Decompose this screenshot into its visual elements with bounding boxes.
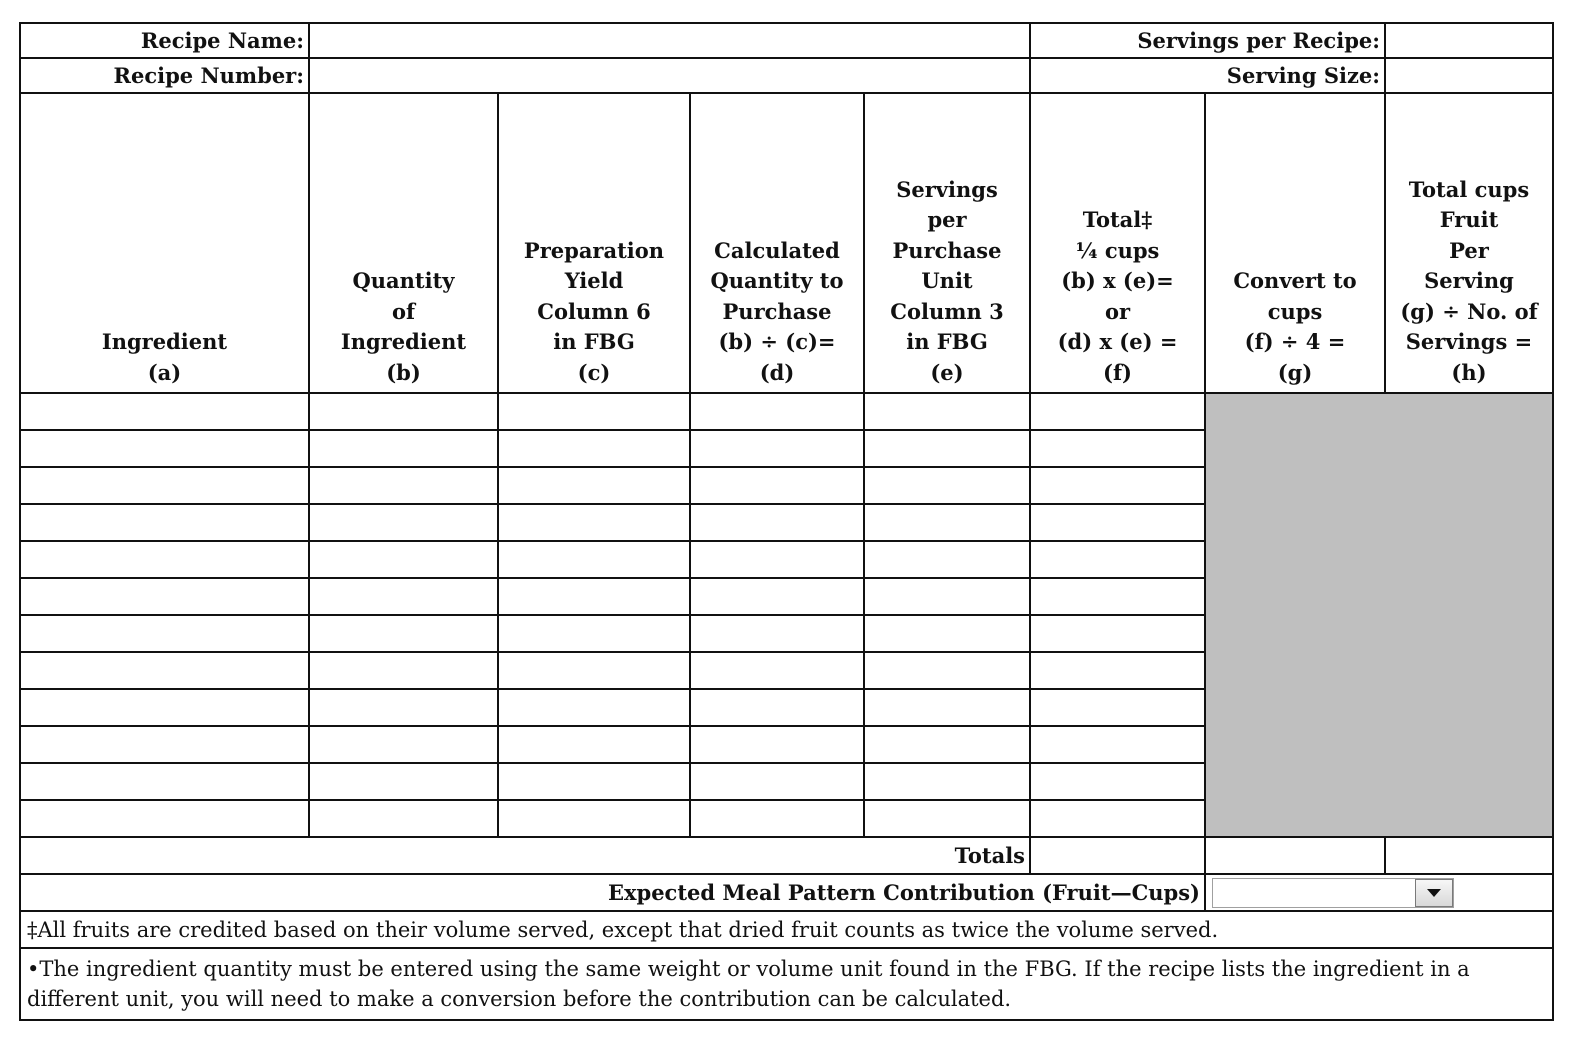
column-header-convert-to-cups	[1205, 93, 1385, 393]
column-header-line: Ingredient	[101, 329, 228, 354]
entry-cell-preparation-yield[interactable]	[498, 578, 690, 615]
entry-cell-quantity[interactable]	[309, 578, 498, 615]
chevron-down-icon	[1427, 889, 1441, 897]
entry-cell-calculated-quantity[interactable]	[690, 615, 864, 652]
entry-cell-calculated-quantity[interactable]	[690, 430, 864, 467]
entry-cell-total-quarter-cups[interactable]	[1030, 652, 1205, 689]
totals-label: Totals	[20, 837, 1030, 874]
column-header-line: Ingredient	[340, 329, 467, 354]
entry-cell-preparation-yield[interactable]	[498, 541, 690, 578]
column-header-line: (d) x (e) =	[1057, 329, 1178, 354]
column-header-line: (f)	[1103, 359, 1132, 385]
column-header-line: (a)	[147, 359, 182, 385]
entry-cell-preparation-yield[interactable]	[498, 467, 690, 504]
entry-cell-calculated-quantity[interactable]	[690, 800, 864, 837]
entry-cell-servings-per-unit[interactable]	[864, 763, 1030, 800]
entry-cell-quantity[interactable]	[309, 689, 498, 726]
entry-cell-total-quarter-cups[interactable]	[1030, 393, 1205, 430]
table-row	[20, 393, 1553, 430]
entry-cell-quantity[interactable]	[309, 541, 498, 578]
entry-cell-servings-per-unit[interactable]	[864, 541, 1030, 578]
entry-cell-preparation-yield[interactable]	[498, 504, 690, 541]
contribution-label: Expected Meal Pattern Contribution (Fruit—Cups)	[20, 874, 1205, 911]
entry-cell-servings-per-unit[interactable]	[864, 467, 1030, 504]
column-header-line: Purchase	[892, 237, 1002, 263]
contribution-dropdown[interactable]	[1212, 878, 1454, 908]
entry-cell-preparation-yield[interactable]	[498, 393, 690, 430]
column-header-servings-per-unit	[864, 93, 1030, 393]
entry-cell-preparation-yield[interactable]	[498, 763, 690, 800]
totals-row	[20, 837, 1553, 874]
column-header-line: cups	[1267, 298, 1323, 324]
column-header-line: (b) ÷ (c)=	[718, 329, 836, 354]
entry-cell-ingredient[interactable]	[20, 393, 309, 430]
entry-cell-total-quarter-cups[interactable]	[1030, 541, 1205, 578]
entry-cell-total-quarter-cups[interactable]	[1030, 430, 1205, 467]
column-header-line: (b) x (e)=	[1061, 268, 1174, 293]
totals-h-cell[interactable]	[1385, 837, 1553, 874]
column-header-line: per	[927, 207, 967, 232]
column-header-line: (d)	[759, 359, 795, 385]
totals-f-cell[interactable]	[1030, 837, 1205, 874]
credit-note: ‡All fruits are credited based on their volume served, except that dried fruit counts as twice the volume served.	[20, 911, 1553, 948]
entry-cell-quantity[interactable]	[309, 504, 498, 541]
entry-cell-total-quarter-cups[interactable]	[1030, 726, 1205, 763]
recipe-worksheet	[19, 22, 1552, 1021]
column-header-line: Fruit	[1439, 207, 1499, 232]
entry-cell-quantity[interactable]	[309, 652, 498, 689]
contribution-row	[20, 874, 1553, 911]
column-header-line: (c)	[577, 359, 611, 385]
column-header-line: Servings	[896, 176, 998, 202]
recipe-name-label: Recipe Name:	[20, 23, 309, 58]
column-header-row	[20, 93, 1553, 393]
entry-cell-calculated-quantity[interactable]	[690, 541, 864, 578]
fruit-contribution-table	[19, 22, 1554, 1021]
column-header-line: Yield	[564, 268, 624, 293]
dropdown-button[interactable]	[1415, 879, 1453, 907]
entry-cell-preparation-yield[interactable]	[498, 615, 690, 652]
column-header-line: (f) ÷ 4 =	[1244, 329, 1346, 354]
entry-cell-ingredient[interactable]	[20, 578, 309, 615]
entry-cell-calculated-quantity[interactable]	[690, 689, 864, 726]
entry-cell-servings-per-unit[interactable]	[864, 615, 1030, 652]
column-header-line: Quantity to	[710, 268, 844, 293]
entry-cell-total-quarter-cups[interactable]	[1030, 615, 1205, 652]
entry-cell-calculated-quantity[interactable]	[690, 578, 864, 615]
entry-cell-ingredient[interactable]	[20, 615, 309, 652]
entry-cell-servings-per-unit[interactable]	[864, 652, 1030, 689]
column-header-line: Per	[1449, 237, 1489, 263]
entry-cell-total-quarter-cups[interactable]	[1030, 467, 1205, 504]
entry-cell-preparation-yield[interactable]	[498, 430, 690, 467]
entry-cell-ingredient[interactable]	[20, 763, 309, 800]
column-header-line: Unit	[921, 268, 973, 293]
entry-cell-servings-per-unit[interactable]	[864, 430, 1030, 467]
entry-cell-servings-per-unit[interactable]	[864, 800, 1030, 837]
contribution-cell	[1205, 874, 1553, 911]
entry-cell-calculated-quantity[interactable]	[690, 652, 864, 689]
entry-cell-preparation-yield[interactable]	[498, 726, 690, 763]
entry-cell-total-quarter-cups[interactable]	[1030, 504, 1205, 541]
entry-cell-quantity[interactable]	[309, 467, 498, 504]
column-header-line: Total‡	[1082, 207, 1153, 232]
column-header-line: (e)	[930, 359, 964, 385]
column-header-line: Servings =	[1405, 329, 1533, 354]
totals-g-cell[interactable]	[1205, 837, 1385, 874]
column-header-line: of	[391, 298, 416, 324]
column-header-line: Serving	[1424, 268, 1514, 293]
entry-cell-ingredient[interactable]	[20, 467, 309, 504]
column-header-preparation-yield	[498, 93, 690, 393]
entry-cell-servings-per-unit[interactable]	[864, 393, 1030, 430]
column-header-line: or	[1104, 298, 1131, 324]
column-header-line: Quantity	[352, 268, 455, 293]
quantity-note-row	[20, 948, 1553, 1020]
entry-cell-total-quarter-cups[interactable]	[1030, 800, 1205, 837]
entry-cell-ingredient[interactable]	[20, 800, 309, 837]
column-header-line: (b)	[386, 359, 421, 385]
recipe-number-label: Recipe Number:	[20, 58, 309, 93]
shaded-area	[1205, 393, 1553, 837]
entry-cell-calculated-quantity[interactable]	[690, 763, 864, 800]
column-header-line: in FBG	[553, 329, 635, 354]
column-header-line: Column 6	[537, 298, 651, 324]
entry-cell-ingredient[interactable]	[20, 541, 309, 578]
entry-cell-quantity[interactable]	[309, 800, 498, 837]
column-header-calculated-quantity	[690, 93, 864, 393]
entry-cell-quantity[interactable]	[309, 393, 498, 430]
servings-per-recipe-input[interactable]	[1385, 23, 1553, 58]
entry-cell-quantity[interactable]	[309, 726, 498, 763]
entry-cell-calculated-quantity[interactable]	[690, 393, 864, 430]
entry-cell-servings-per-unit[interactable]	[864, 578, 1030, 615]
entry-cell-total-quarter-cups[interactable]	[1030, 578, 1205, 615]
credit-note-row	[20, 911, 1553, 948]
entry-cell-servings-per-unit[interactable]	[864, 504, 1030, 541]
column-header-line: Preparation	[523, 237, 665, 263]
entry-cell-ingredient[interactable]	[20, 689, 309, 726]
entry-cell-servings-per-unit[interactable]	[864, 689, 1030, 726]
column-header-line: ¼ cups	[1075, 237, 1160, 263]
servings-per-recipe-label: Servings per Recipe:	[1030, 23, 1385, 58]
entry-cell-quantity[interactable]	[309, 430, 498, 467]
column-header-quantity	[309, 93, 498, 393]
entry-cell-ingredient[interactable]	[20, 430, 309, 467]
column-header-line: Calculated	[714, 237, 840, 263]
entry-cell-calculated-quantity[interactable]	[690, 467, 864, 504]
entry-cell-calculated-quantity[interactable]	[690, 726, 864, 763]
entry-cell-quantity[interactable]	[309, 615, 498, 652]
column-header-line: Column 3	[890, 298, 1004, 324]
column-header-line: (h)	[1451, 359, 1487, 385]
entry-cell-total-quarter-cups[interactable]	[1030, 689, 1205, 726]
column-header-line: Purchase	[722, 298, 832, 324]
column-header-ingredient	[20, 93, 309, 393]
entry-cell-servings-per-unit[interactable]	[864, 726, 1030, 763]
column-header-line: (g)	[1277, 359, 1313, 385]
entry-cell-ingredient[interactable]	[20, 652, 309, 689]
entry-cell-calculated-quantity[interactable]	[690, 504, 864, 541]
recipe-number-input[interactable]	[309, 58, 1030, 93]
entry-cell-quantity[interactable]	[309, 763, 498, 800]
column-header-total-quarter-cups	[1030, 93, 1205, 393]
entry-cell-preparation-yield[interactable]	[498, 800, 690, 837]
quantity-note: •The ingredient quantity must be entered using the same weight or volume unit found in the FBG. If the recipe lists the ingredient in a different unit, you will need to make a conversion before the contribution can be calculated.	[20, 948, 1553, 1020]
column-header-total-cups-per-serving	[1385, 93, 1553, 393]
column-header-line: Total cups	[1408, 176, 1530, 202]
serving-size-input[interactable]	[1385, 58, 1553, 93]
recipe-name-input[interactable]	[309, 23, 1030, 58]
entry-cell-preparation-yield[interactable]	[498, 689, 690, 726]
entry-cell-ingredient[interactable]	[20, 726, 309, 763]
entry-cell-total-quarter-cups[interactable]	[1030, 763, 1205, 800]
entry-cell-preparation-yield[interactable]	[498, 652, 690, 689]
column-header-line: Convert to	[1233, 268, 1357, 293]
entry-cell-ingredient[interactable]	[20, 504, 309, 541]
column-header-line: in FBG	[906, 329, 988, 354]
serving-size-label: Serving Size:	[1030, 58, 1385, 93]
column-header-line: (g) ÷ No. of	[1400, 298, 1538, 324]
